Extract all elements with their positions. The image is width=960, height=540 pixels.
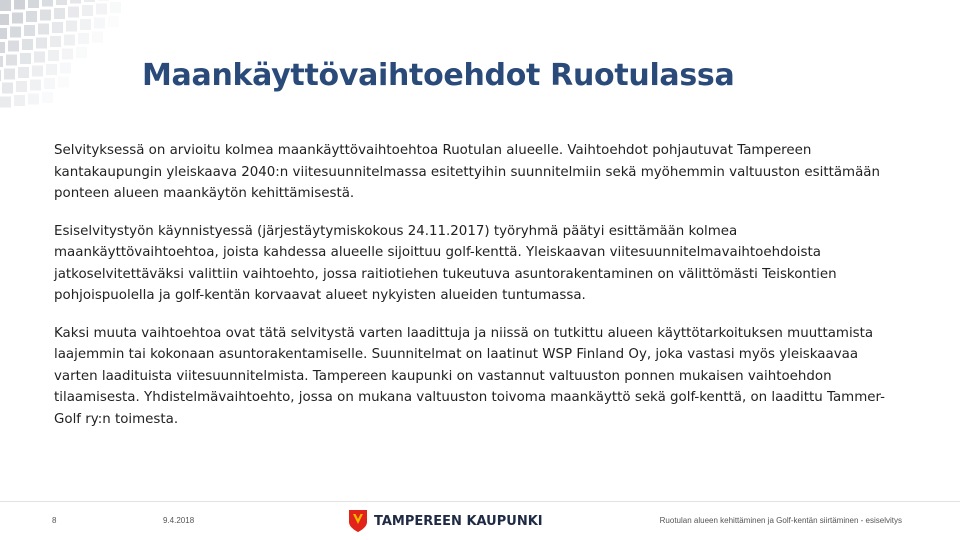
footer-caption: Ruotulan alueen kehittäminen ja Golf-kentän siirtäminen - esiselvitys (659, 516, 902, 525)
paragraph-2: Esiselvitystyön käynnistyessä (järjestäytymiskokous 24.11.2017) työryhmä päätyi esittämään kolmea maankäyttövaihtoehtoa, joista kahdessa alueelle sijoittuu golf-kenttä. Yleiskaavan viitesuunnitelmavaihtoehdoista jatkoselvitettäväksi valittiin vaihtoehto, jossa raitiotiehen tukeutuva asuntorakentaminen on välittömästi Teiskontien pohjoispuolella ja golf-kentän korvaavat alueet nykyisten alueiden tuntumassa. (54, 223, 837, 303)
paragraph-1: Selvityksessä on arvioitu kolmea maankäyttövaihtoehtoa Ruotulan alueelle. Vaihtoehdot pohjautuvat Tampereen kantakaupungin yleiskaava 2040:n viitesuunnitelmassa esitettyihin suunnitelmiin sekä myöhemmin valtuuston esittämään ponteen alueen maankäytön kehittämisestä. (54, 143, 880, 201)
slide-title: Maankäyttövaihtoehdot Ruotulassa (142, 58, 735, 93)
tampere-coat-of-arms-icon (348, 509, 368, 533)
grid-pattern-icon (0, 0, 140, 110)
page-number: 8 (52, 516, 57, 525)
slide-body (54, 140, 904, 446)
footer-date: 9.4.2018 (163, 516, 195, 525)
footer-divider (0, 501, 960, 502)
paragraph-3: Kaksi muuta vaihtoehtoa ovat tätä selvitystä varten laadittuja ja niissä on tutkittu alueen käyttötarkoituksen muuttamista laajemmin tai kokonaan asuntorakentamiselle. Suunnitelmat on laatinut WSP Finland Oy, joka vastasi myös yleiskaavaa varten laadituista viitesuunnitelmista. Tampereen kaupunki on vastannut valtuuston ponnen mukaisen vaihtoehdon tilaamisesta. Yhdistelmävaihtoehto, jossa on mukana valtuuston toivoma maankäyttö sekä golf-kenttä, on laadittu Tammer-Golf ry:n toimesta. (54, 325, 885, 427)
tampere-logo (348, 509, 543, 533)
logo-text: TAMPEREEN KAUPUNKI (374, 513, 543, 529)
